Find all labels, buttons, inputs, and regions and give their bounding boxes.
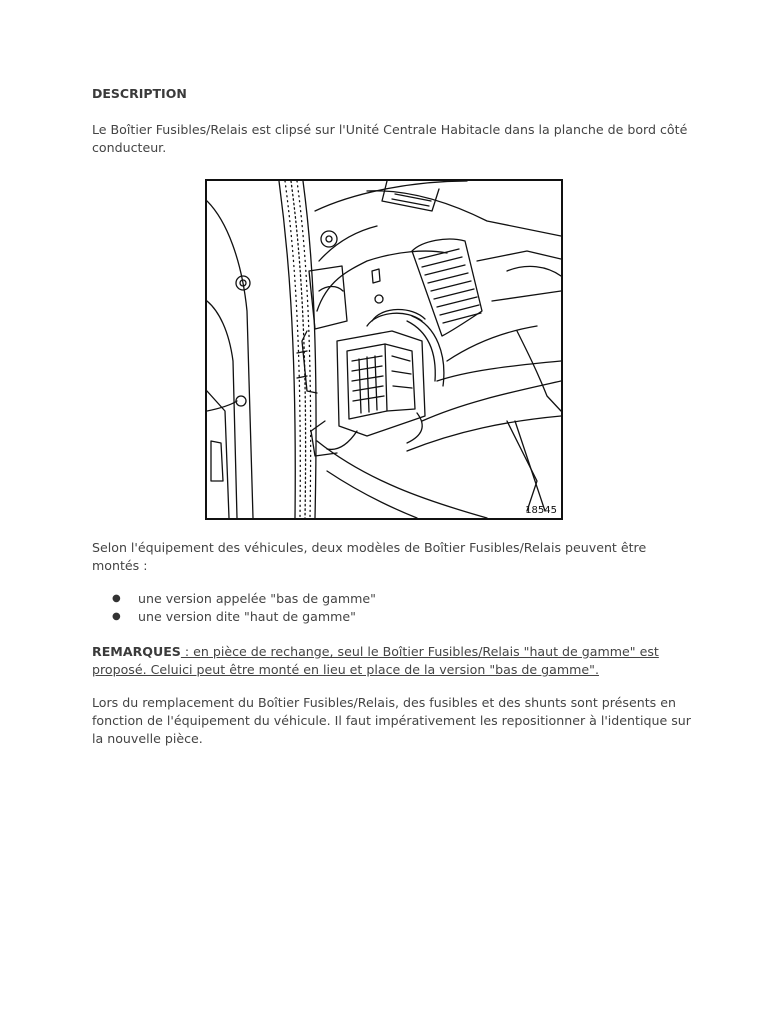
bullet-icon: ●	[112, 593, 121, 604]
remarques-text: : en pièce de rechange, seul le Boîtier Fusibles/Relais "haut de gamme" est proposé. Celuici peut être monté en lieu et place de la version "bas de gamme".	[92, 644, 659, 677]
section-heading: DESCRIPTION	[92, 86, 187, 101]
fuse-box-figure	[205, 179, 563, 520]
equipment-paragraph: Selon l'équipement des véhicules, deux modèles de Boîtier Fusibles/Relais peuvent être montés :	[92, 540, 647, 573]
closing-paragraph: Lors du remplacement du Boîtier Fusibles/Relais, des fusibles et des shunts sont présents en fonction de l'équipement du véhicule. Il faut impérativement les repositionner à l'identique sur la nouvelle pièce.	[92, 695, 691, 746]
dashboard-fuse-box-illustration	[207, 181, 561, 518]
remarques-label: REMARQUES	[92, 644, 181, 659]
figure-code: 18545	[525, 505, 557, 516]
intro-paragraph: Le Boîtier Fusibles/Relais est clipsé sur l'Unité Centrale Habitacle dans la planche de bord côté conducteur.	[92, 122, 688, 155]
list-item	[112, 590, 376, 608]
versions-list	[112, 590, 376, 626]
bullet-icon: ●	[112, 611, 121, 622]
list-item	[112, 608, 376, 626]
list-item-text: une version appelée "bas de gamme"	[138, 591, 376, 606]
list-item-text: une version dite "haut de gamme"	[138, 609, 356, 624]
remarques-paragraph	[92, 643, 692, 679]
